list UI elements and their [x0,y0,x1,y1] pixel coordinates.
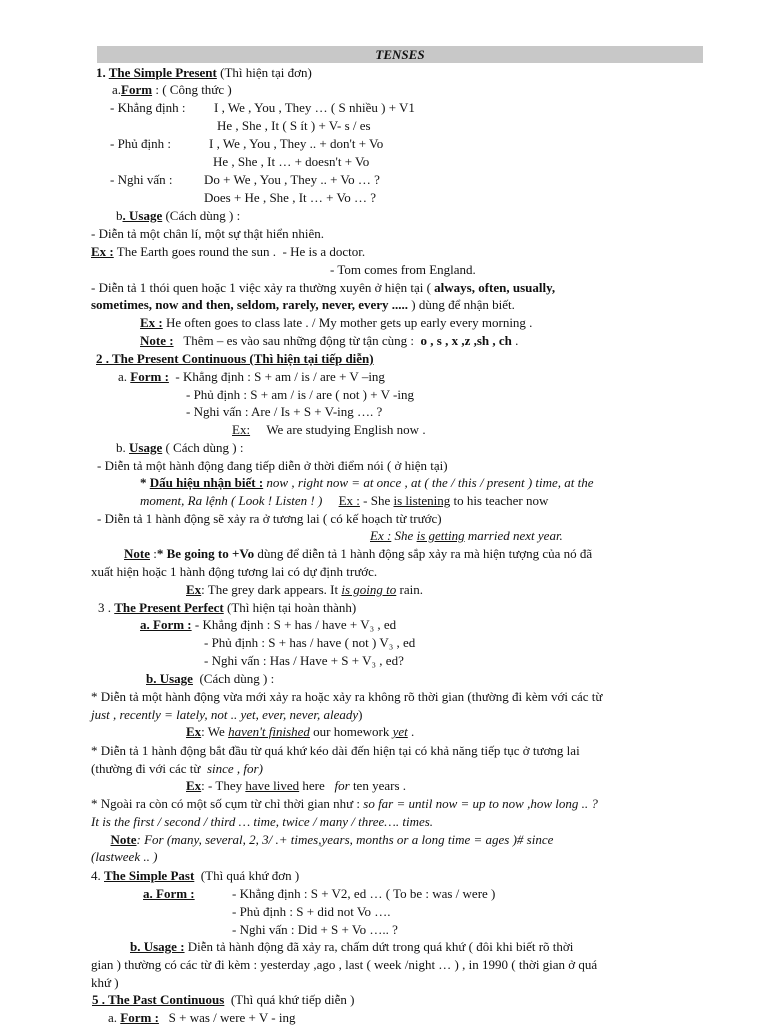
section-3-heading: 3 . The Present Perfect (Thì hiện tại hoàn thành) [98,600,357,615]
s1-aff-label: - Khẳng định : [110,100,186,115]
s1-neg-2: He , She , It … + doesn't + Vo [213,154,370,169]
s4-form-q: - Nghi vấn : Did + S + Vo ….. ? [232,922,398,937]
s2-usage-2: - Diễn tả 1 hành động sẽ xảy ra ở tương lai ( có kế hoạch từ trước) [97,511,442,526]
s2-form-q: - Nghi vấn : Are / Is + S + V-ing …. ? [186,404,383,419]
s1-example-2: Ex : He often goes to class late . / My mother gets up early every morning . [140,315,533,330]
s1-neg-label: - Phủ định : [110,136,172,151]
s3-usage-1: * Diễn tả một hành động vừa mới xảy ra hoặc xảy ra không rõ thời gian (thường đi kèm với các từ just , recently = lately, not .. yet, ever, never, aleady) [91,689,603,722]
s3-usage-3: * Ngoài ra còn có một số cụm từ chỉ thời gian như : so far = until now = up to now ,how long .. ? [91,796,598,811]
s2-usage-1: - Diễn tả một hành động đang tiếp diễn ở thời điểm nói ( ở hiện tại) [97,458,448,473]
s2-note: Note :* Be going to +Vo dùng để diễn tả 1 hành động sắp xảy ra mà hiện tượng của nó đã [124,546,593,561]
s2-form-aff: a. Form : - Khẳng định : S + am / is / are + V –ing [118,369,385,384]
section-5-heading: 5 . The Past Continuous (Thì quá khứ tiếp diễn ) [92,992,355,1007]
s1-example-1c: - Tom comes from England. [330,262,476,277]
s3-usage-3b: It is the first / second / third … time, twice / many / three…. times. [91,814,434,829]
s4-form-label: a. Form : [143,886,195,901]
s3-usage-2: * Diễn tả 1 hành động bắt đầu từ quá khứ kéo dài đến hiện tại có khả năng tiếp tục ở tương lai (thường đi với các từ since , for) [91,743,580,776]
s1-usage-label: b. Usage (Cách dùng ) : [116,208,241,223]
s3-example-1: Ex: We haven't finished our homework yet . [186,724,415,739]
s1-example-1: Ex : The Earth goes round the sun . - He is a doctor. [91,244,366,259]
s1-aff-1: I , We , You , They … ( S nhiều ) + V1 [214,100,415,115]
s4-usage: b. Usage : Diễn tả hành động đã xảy ra, chấm dứt trong quá khứ ( đôi khi biết rõ thời gian ) thường có các từ đi kèm : yesterday ,ago , last ( week /night … ) , in 1990 ( thời gian ở quá khứ ) [91,939,598,990]
s1-q-label: - Nghi vấn : [110,172,173,187]
s3-example-2: Ex: - They have lived here for ten years . [186,778,406,793]
s3-note: Note: For (many, several, 2, 3/ .+ times,years, months or a long time = ages )# since [110,832,554,847]
s1-q-1: Do + We , You , They .. + Vo … ? [204,172,380,187]
s3-note-2: (lastweek .. ) [91,849,158,864]
s5-form: a. Form : S + was / were + V - ing [108,1010,296,1025]
s1-aff-2: He , She , It ( S ít ) + V- s / es [217,118,371,133]
s1-neg-1: I , We , You , They .. + don't + Vo [209,136,384,151]
page-title: TENSES [97,46,703,63]
s3-form-neg: - Phủ định : S + has / have ( not ) V₃ , ed [204,635,416,650]
s2-example-2: Ex : She is getting married next year. [370,528,563,543]
s2-usage-label: b. Usage ( Cách dùng ) : [116,440,244,455]
s2-example: Ex: We are studying English now . [232,422,426,437]
section-2-heading: 2 . The Present Continuous (Thì hiện tại tiếp diễn) [96,351,374,366]
s4-form-neg: - Phủ định : S + did not Vo …. [232,904,391,919]
s2-example-3: Ex: The grey dark appears. It is going to rain. [186,582,423,597]
s3-form-q: - Nghi vấn : Has / Have + S + V₃ , ed? [204,653,404,668]
s1-usage-1: - Diễn tả một chân lí, một sự thật hiển nhiên. [91,226,325,241]
section-1-heading: 1. The Simple Present (Thì hiện tại đơn) [96,65,312,80]
s1-q-2: Does + He , She , It … + Vo … ? [204,190,376,205]
s2-form-neg: - Phủ định : S + am / is / are ( not ) + V -ing [186,387,414,402]
s1-usage-2b: sometimes, now and then, seldom, rarely, never, every ..... ) dùng để nhận biết. [91,297,515,312]
s2-note-2: xuất hiện hoặc 1 hành động tương lai có dự định trước. [91,564,378,579]
s1-note: Note : Thêm – es vào sau những động từ tận cùng : o , s , x ,z ,sh , ch . [140,333,519,348]
section-4-heading: 4. The Simple Past (Thì quá khứ đơn ) [91,868,300,883]
s3-form-aff: a. Form : - Khẳng định : S + has / have + V₃ , ed [140,617,397,632]
s1-form-label: a.Form : ( Công thức ) [112,82,232,97]
s1-usage-2: - Diễn tả 1 thói quen hoặc 1 việc xảy ra thường xuyên ở hiện tại ( always, often, usually, [91,280,556,295]
s2-signs-1: * Dấu hiệu nhận biết : now , right now = at once , at ( the / this / present ) time, at the [140,475,594,490]
s3-usage-label: b. Usage (Cách dùng ) : [146,671,275,686]
s4-form-aff: - Khẳng định : S + V2, ed … ( To be : was / were ) [232,886,496,901]
s2-signs-2: moment, Ra lệnh ( Look ! Listen ! ) Ex : - She is listening to his teacher now [140,493,549,508]
